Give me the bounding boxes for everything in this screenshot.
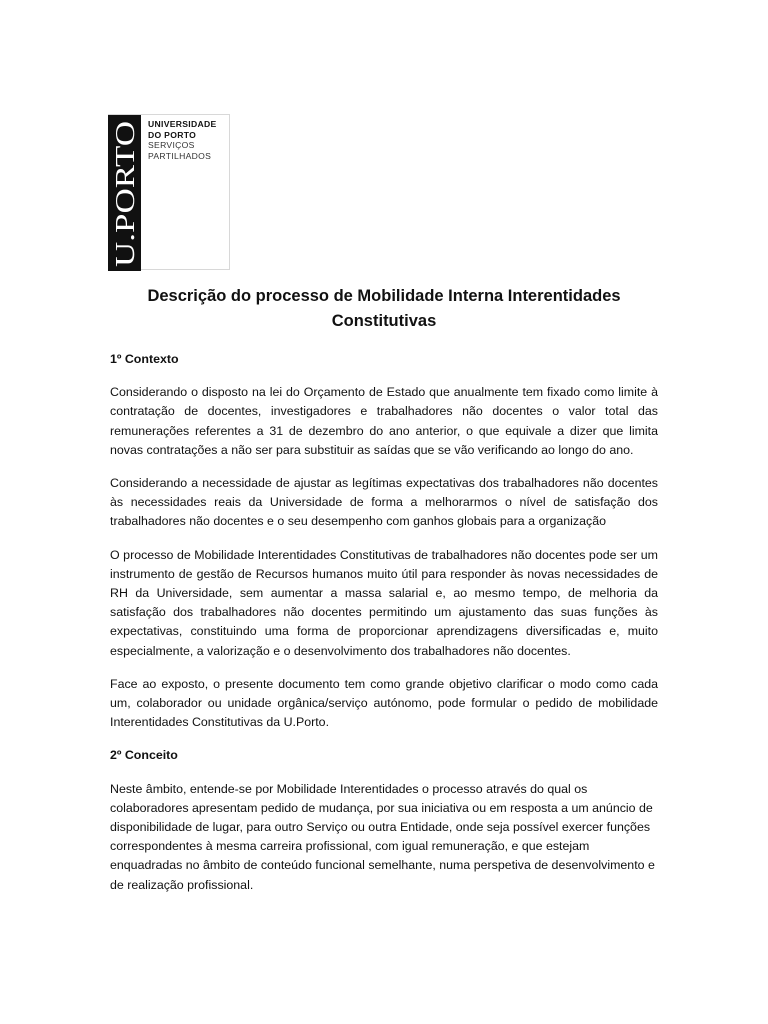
logo-line-4: PARTILHADOS xyxy=(148,150,212,161)
logo-line-2: DO PORTO xyxy=(148,129,197,140)
logo-vertical-text-graphic xyxy=(108,115,141,271)
paragraph-conceito-1: Neste âmbito, entende-se por Mobilidade Interentidades o processo através do qual os colaboradores apresentam pedido de mudança, por sua iniciativa ou em resposta a um anúncio de disponibilidade de lugar, para outro Serviço ou outra Entidade, onde seja possível exercer funções correspondentes à mesma carreira profissional, com igual remuneração, e que estejam enquadradas no âmbito de conteúdo funcional semelhante, numa perspetiva de desenvolvimento e de realização profissional. xyxy=(110,781,655,892)
logo-vertical-bar xyxy=(108,115,141,271)
document-body xyxy=(110,350,658,909)
section-heading-contexto: 1º Contexto xyxy=(110,352,179,366)
paragraph-contexto-2: Considerando a necessidade de ajustar as legítimas expectativas dos trabalhadores não docentes às necessidades reais da Universidade de forma a melhorarmos o nível de satisfação dos trabalhadores não docentes e o seu desempenho com ganhos globais para a organização xyxy=(110,476,658,529)
document-title: Descrição do processo de Mobilidade Interna Interentidades Constitutivas xyxy=(147,287,621,330)
logo-wordmark xyxy=(148,119,217,161)
university-logo xyxy=(108,114,230,270)
logo-line-3: SERVIÇOS xyxy=(148,140,195,150)
section-heading-conceito: 2º Conceito xyxy=(110,748,178,763)
paragraph-contexto-3: O processo de Mobilidade Interentidades Constitutivas de trabalhadores não docentes pode ser um instrumento de gestão de Recursos humanos muito útil para responder às novas necessidades de RH da Universidade, sem aumentar a massa salarial e, ao mesmo tempo, de melhoria da satisfação dos trabalhadores não docentes permitindo um ajustamento das suas funções às expectativas, constituindo uma forma de proporcionar aprendizagens diversificadas e, muito especialmente, a valorização e o desenvolvimento dos trabalhadores não docentes. xyxy=(110,547,658,658)
logo-vertical-text: U.PORTO xyxy=(110,154,140,267)
paragraph-contexto-4: Face ao exposto, o presente documento tem como grande objetivo clarificar o modo como cada um, colaborador ou unidade orgânica/serviço autónomo, pode formular o pedido de mobilidade Interentidades Constitutivas da U.Porto. xyxy=(110,676,658,730)
paragraph-contexto-1: Considerando o disposto na lei do Orçamento de Estado que anualmente tem fixado como limite à contratação de docentes, investigadores e trabalhadores não docentes o valor total das remunerações referentes a 31 de dezembro do ano anterior, o que equivale a dizer que limita novas contratações a não ser para substituir as saídas que se vão verificando ao longo do ano. xyxy=(110,385,658,457)
logo-line-1: UNIVERSIDADE xyxy=(148,119,217,129)
